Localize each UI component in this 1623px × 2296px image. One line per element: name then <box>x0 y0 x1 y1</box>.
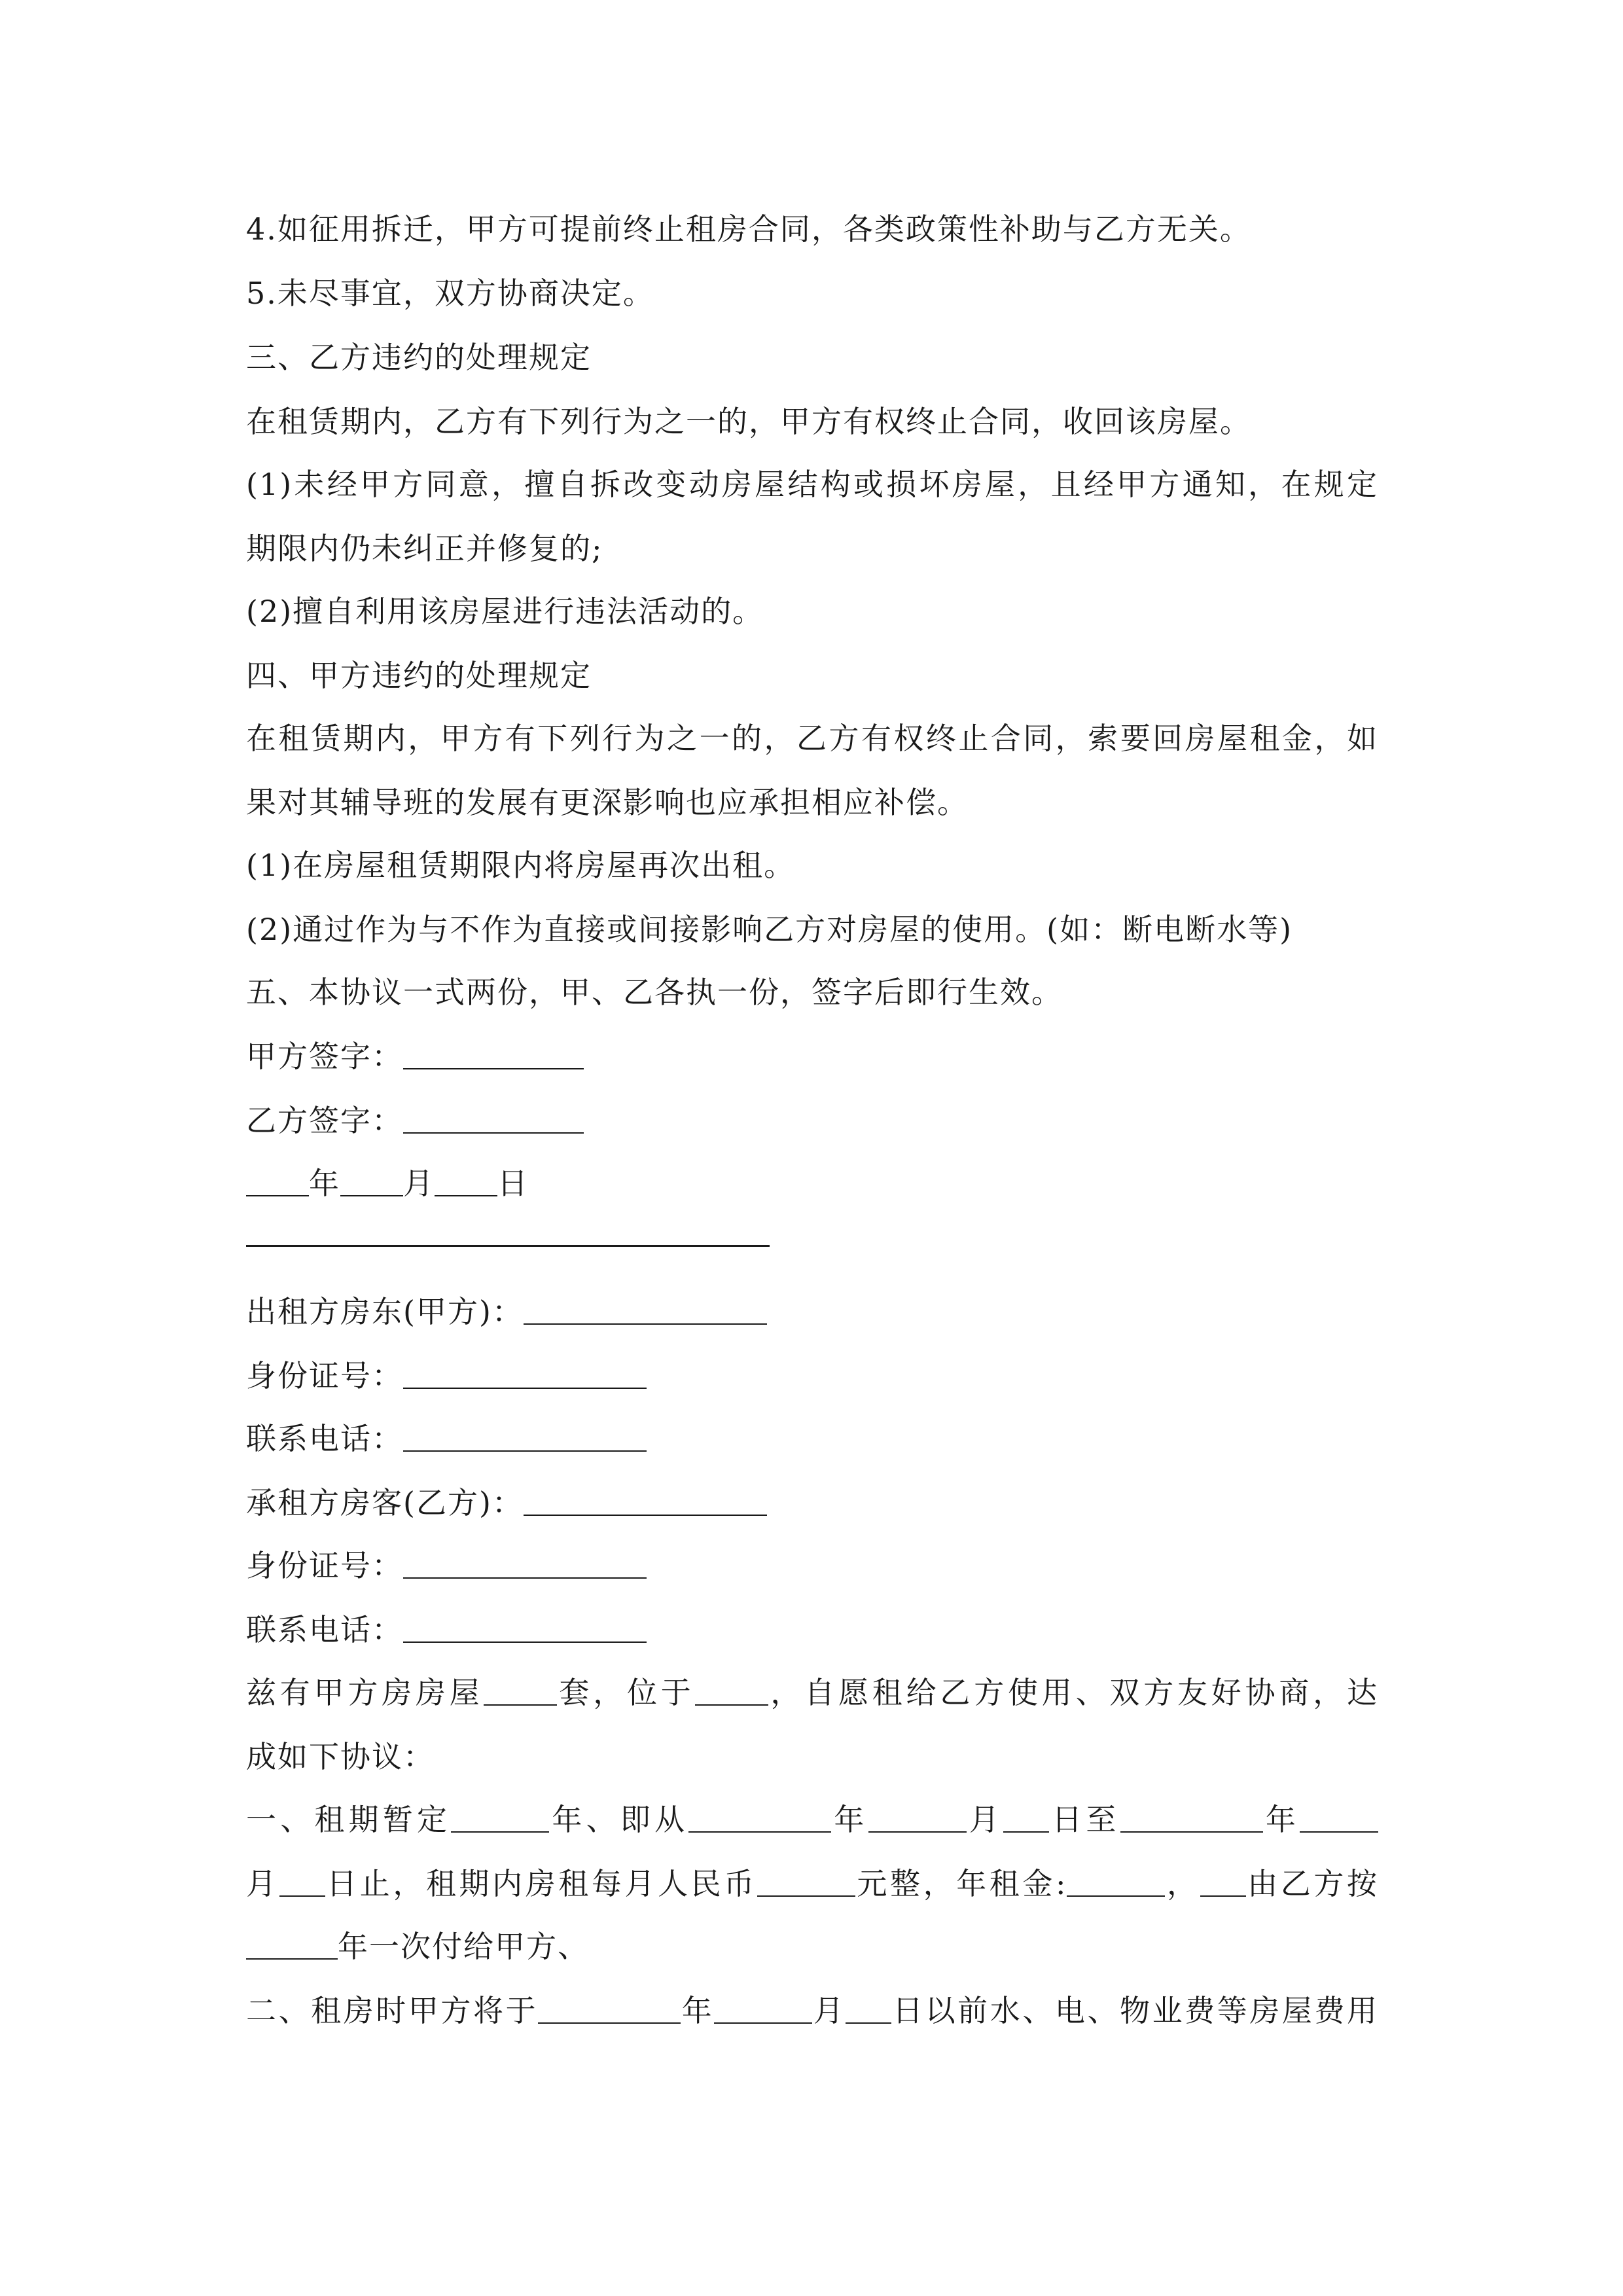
section-5-text: 五、本协议一式两份，甲、乙各执一份，签字后即行生效。 <box>246 975 1063 1010</box>
lessee-phone-label: 联系电话： <box>246 1612 403 1647</box>
handover-month-blank[interactable] <box>714 1996 812 2024</box>
day-blank[interactable] <box>435 1169 497 1196</box>
lessor-id-blank[interactable] <box>403 1361 647 1389</box>
lessee-id-label: 身份证号： <box>246 1548 403 1583</box>
clause-1-line-3 <box>246 1927 1378 1966</box>
section-4-intro-line-2: 果对其辅导班的发展有更深影响也应承担相应补偿。 <box>246 785 969 820</box>
year-blank[interactable] <box>246 1169 309 1196</box>
clause-1-text-i: 元整，年租金: <box>855 1866 1067 1901</box>
section-3-intro: 在租赁期内，乙方有下列行为之一的，甲方有权终止合同，收回该房屋。 <box>246 404 1251 439</box>
preamble-text-a: 兹有甲方房房屋 <box>246 1675 484 1710</box>
party-b-signature-label: 乙方签字： <box>246 1103 403 1138</box>
payment-period-blank[interactable] <box>1200 1869 1246 1897</box>
clause-1-text-g: 月 <box>246 1866 279 1901</box>
section-3-heading: 三、乙方违约的处理规定 <box>246 340 592 375</box>
month-label: 月 <box>403 1166 435 1201</box>
monthly-rent-blank[interactable] <box>757 1869 855 1897</box>
handover-day-blank[interactable] <box>846 1996 891 2024</box>
term-years-blank[interactable] <box>451 1805 549 1833</box>
lessee-label: 承租方房客(乙方)： <box>246 1485 524 1520</box>
section-3-item-1-line-1: (1)未经甲方同意，擅自拆改变动房屋结构或损坏房屋，且经甲方通知，在规定 <box>246 467 1378 502</box>
lessee-phone-line <box>246 1610 1378 1649</box>
start-year-blank[interactable] <box>688 1805 831 1833</box>
start-day-blank[interactable] <box>1003 1805 1049 1833</box>
lessor-phone-line <box>246 1419 1378 1458</box>
party-b-signature-blank[interactable] <box>403 1106 584 1134</box>
lessee-phone-blank[interactable] <box>403 1615 647 1643</box>
party-a-signature-blank[interactable] <box>403 1042 584 1069</box>
clause-item-4: 4.如征用拆迁，甲方可提前终止租房合同，各类政策性补助与乙方无关。 <box>246 211 1251 247</box>
preamble-line-1 <box>246 1673 1378 1712</box>
clause-1-text-b: 年、即从 <box>549 1802 689 1837</box>
clause-2-text-a: 二、租房时甲方将于 <box>246 1993 539 2028</box>
lessor-name-blank[interactable] <box>524 1297 767 1325</box>
property-location-blank[interactable] <box>695 1678 768 1706</box>
section-4-item-1: (1)在房屋租赁期限内将房屋再次出租。 <box>246 848 796 883</box>
clause-1-text-a: 一、租期暂定 <box>246 1802 452 1837</box>
lessee-id-blank[interactable] <box>403 1551 647 1579</box>
section-4-heading: 四、甲方违约的处理规定 <box>246 658 592 693</box>
clause-1-text-e: 日至 <box>1049 1802 1120 1837</box>
clause-1-line-1 <box>246 1800 1378 1839</box>
day-label: 日 <box>497 1166 529 1201</box>
clause-item-5: 5.未尽事宜，双方协商决定。 <box>246 276 654 311</box>
party-a-signature-label: 甲方签字： <box>246 1039 403 1074</box>
end-year-blank[interactable] <box>1120 1805 1263 1833</box>
clause-2-text-d: 日以前水、电、物业费等房屋费用 <box>891 1993 1379 2028</box>
end-day-blank[interactable] <box>279 1869 325 1897</box>
lessor-phone-blank[interactable] <box>403 1424 647 1452</box>
section-4-intro-line-1: 在租赁期内，甲方有下列行为之一的，乙方有权终止合同，索要回房屋租金，如 <box>246 721 1378 756</box>
clause-1-text-d: 月 <box>966 1802 1004 1837</box>
start-month-blank[interactable] <box>868 1805 967 1833</box>
month-blank[interactable] <box>340 1169 403 1196</box>
clause-2-text-b: 年 <box>681 1993 715 2028</box>
lessee-id-line <box>246 1546 1378 1585</box>
lessor-id-label: 身份证号： <box>246 1358 403 1393</box>
end-month-blank[interactable] <box>1300 1805 1378 1833</box>
section-4-item-2: (2)通过作为与不作为直接或间接影响乙方对房屋的使用。(如：断电断水等) <box>246 912 1293 947</box>
preamble-line-2: 成如下协议： <box>246 1739 435 1774</box>
property-count-blank[interactable] <box>484 1678 557 1706</box>
lessee-name-blank[interactable] <box>524 1488 767 1516</box>
annual-rent-blank[interactable] <box>1067 1869 1165 1897</box>
section-3-item-2: (2)擅自利用该房屋进行违法活动的。 <box>246 594 764 629</box>
handover-year-blank[interactable] <box>538 1996 681 2024</box>
signature-date-line <box>246 1164 1378 1203</box>
clause-2-text-c: 月 <box>812 1993 846 2028</box>
lessor-phone-label: 联系电话： <box>246 1421 403 1456</box>
section-3-item-1-line-2: 期限内仍未纠正并修复的; <box>246 531 603 566</box>
clause-1-text-h: 日止，租期内房租每月人民币 <box>325 1866 757 1901</box>
clause-1-line-2 <box>246 1864 1378 1903</box>
section-divider <box>246 1245 770 1247</box>
lessor-line <box>246 1292 1378 1331</box>
clause-1-text-k: 由乙方按 <box>1245 1866 1379 1901</box>
party-a-signature-line <box>246 1037 1378 1076</box>
year-label: 年 <box>309 1166 340 1201</box>
payment-interval-blank[interactable] <box>246 1932 338 1960</box>
lessor-label: 出租方房东(甲方)： <box>246 1294 524 1329</box>
clause-1-text-c: 年 <box>831 1802 868 1837</box>
clause-1-text-f: 年 <box>1262 1802 1300 1837</box>
preamble-text-b: 套，位于 <box>556 1675 695 1710</box>
party-b-signature-line <box>246 1101 1378 1140</box>
clause-1-text-l: 年一次付给甲方、 <box>338 1929 589 1964</box>
lessee-line <box>246 1483 1378 1522</box>
lessor-id-line <box>246 1356 1378 1395</box>
clause-1-text-j: ， <box>1165 1866 1200 1901</box>
clause-2-line-1 <box>246 1991 1378 2030</box>
preamble-text-c: ，自愿租给乙方使用、双方友好协商，达 <box>768 1675 1379 1710</box>
